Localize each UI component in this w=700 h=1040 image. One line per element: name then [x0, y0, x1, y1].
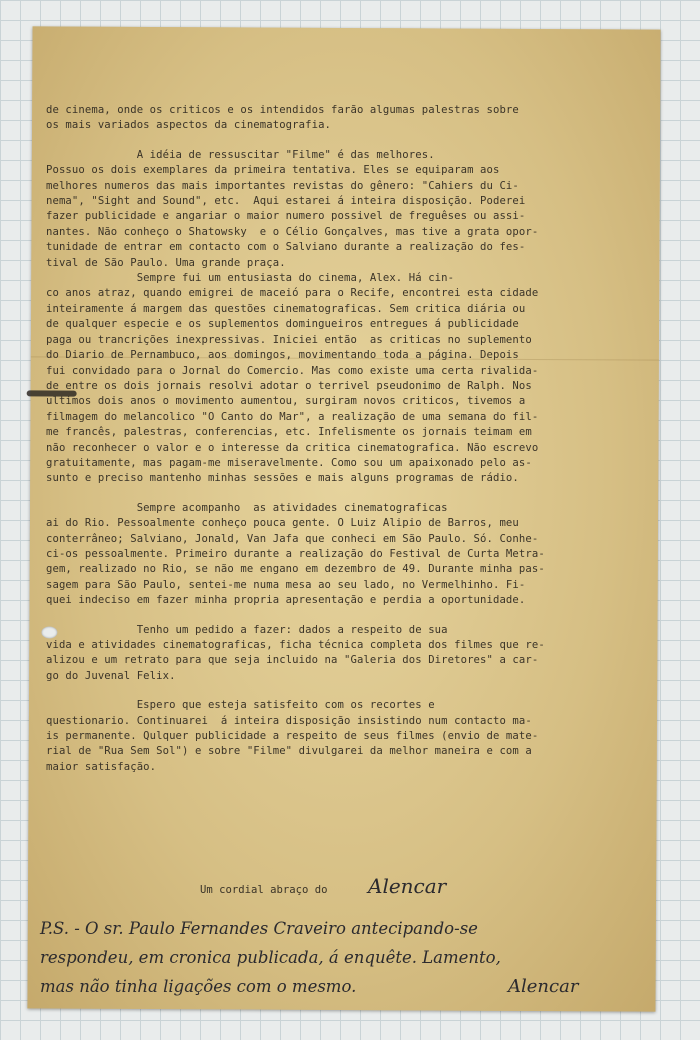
text-line: não reconhecer o valor e o interesse da critica cinematografica. Não escrevo: [46, 441, 539, 454]
text-line: A idéia de ressuscitar "Filme" é das melhores.: [46, 148, 435, 161]
text-line: paga ou trancrições inexpressivas. Iniciei então as criticas no suplemento: [46, 333, 532, 346]
paragraph-pedido: [46, 623, 606, 685]
text-line: do Diario de Pernambuco, aos domingos, movimentando toda a página. Depois: [46, 349, 519, 362]
text-line: go do Juvenal Felix.: [46, 669, 176, 682]
text-line: questionario. Continuarei á inteira disposição insistindo num contacto ma-: [46, 714, 532, 727]
postscript-signature: Alencar: [508, 976, 579, 997]
text-line: ai do Rio. Pessoalmente conheço pouca gente. O Luiz Alipio de Barros, meu: [46, 517, 519, 530]
text-line: de entre os dois jornais resolvi adotar o terrivel pseudonimo de Ralph. Nos: [46, 379, 532, 392]
postscript-line: mas não tinha ligações com o mesmo.: [40, 977, 357, 996]
text-line: tival de São Paulo. Uma grande praça.: [46, 256, 286, 269]
paragraph-espero: [46, 698, 606, 775]
text-line: co anos atraz, quando emigrei de maceió para o Recife, encontrei esta cidade: [46, 287, 539, 300]
text-line: Possuo os dois exemplares da primeira tentativa. Eles se equiparam aos: [46, 164, 500, 177]
text-line: de qualquer especie e os suplementos domingueiros entregues á publicidade: [46, 318, 519, 331]
text-line: os mais variados aspectos da cinematografia.: [46, 119, 332, 132]
text-line: Tenho um pedido a fazer: dados a respeito de sua: [46, 623, 448, 636]
paragraph-filme: [46, 148, 606, 271]
text-line: melhores numeros das mais importantes revistas do gênero: "Cahiers du Ci-: [46, 179, 519, 192]
signature: Alencar: [368, 874, 447, 898]
text-line: me francês, palestras, conferencias, etc. Infelismente os jornais teimam em: [46, 426, 532, 439]
text-line: maior satisfação.: [46, 760, 157, 773]
text-line: gratuitamente, mas pagam-me miseravelmente. Como sou um apaixonado pelo as-: [46, 456, 532, 469]
text-line: vida e atividades cinematograficas, ficha técnica completa dos filmes que re-: [46, 639, 545, 651]
text-line: alizou e um retrato para que seja incluido na "Galeria dos Diretores" a car-: [46, 654, 539, 667]
text-line: inteiramente á margem das questões cinematograficas. Sem critica diária ou: [46, 302, 526, 315]
postscript-line: respondeu, em cronica publicada, á enquête. Lamento,: [40, 948, 501, 967]
text-line: de cinema, onde os criticos e os intendidos farão algumas palestras sobre: [46, 104, 519, 116]
text-line: nema", "Sight and Sound", etc. Aqui estarei á inteira disposição. Poderei: [46, 195, 526, 208]
text-line: conterrâneo; Salviano, Jonald, Van Jafa que conheci em São Paulo. Só. Conhe-: [46, 532, 539, 545]
signoff: Um cordial abraço do: [200, 884, 328, 896]
text-line: Sempre acompanho as atividades cinematograficas: [46, 501, 448, 514]
text-line: quei indeciso em fazer minha propria apresentação e perdia a oportunidade.: [46, 594, 526, 607]
postscript-line: P.S. - O sr. Paulo Fernandes Craveiro antecipando-se: [40, 919, 478, 938]
opening-paragraph: [46, 103, 606, 134]
text-line: tunidade de entrar em contacto com o Salviano durante a realização do fes-: [46, 241, 526, 254]
text-line: is permanente. Qulquer publicidade a respeito de seus filmes (envio de mate-: [46, 730, 539, 743]
paragraph-rio: [46, 501, 606, 609]
text-line: sunto e preciso mantenho minhas sessões e mais alguns programas de rádio.: [46, 472, 519, 485]
text-line: sagem para São Paulo, sentei-me numa mesa ao seu lado, no Vermelhinho. Fi-: [46, 578, 526, 591]
text-line: rial de "Rua Sem Sol") e sobre "Filme" divulgarei da melhor maneira e com a: [46, 745, 532, 758]
text-line: ci-os pessoalmente. Primeiro durante a realização do Festival de Curta Metra-: [46, 547, 545, 560]
text-line: fui convidado para o Jornal do Comercio. Mas como existe uma certa rivalida-: [46, 364, 539, 377]
text-line: Espero que esteja satisfeito com os recortes e: [46, 699, 435, 712]
text-line: Sempre fui um entusiasta do cinema, Alex. Há cin-: [46, 272, 455, 285]
text-line: gem, realizado no Rio, se não me engano em dezembro de 49. Durante minha pas-: [46, 563, 545, 576]
text-line: fazer publicidade e angariar o maior numero possivel de freguêses ou assi-: [46, 210, 526, 223]
text-line: filmagem do melancolico "O Canto do Mar", a realização de uma semana do fil-: [46, 410, 539, 423]
text-line: ultimos dois anos o movimento aumentou, surgiram novos criticos, tivemos a: [46, 395, 526, 408]
paragraph-entusiasta: [46, 271, 606, 487]
text-line: nantes. Não conheço o Shatowsky e o Célio Gonçalves, mas tive a grata opor-: [46, 225, 539, 238]
letter-body: [46, 103, 606, 775]
